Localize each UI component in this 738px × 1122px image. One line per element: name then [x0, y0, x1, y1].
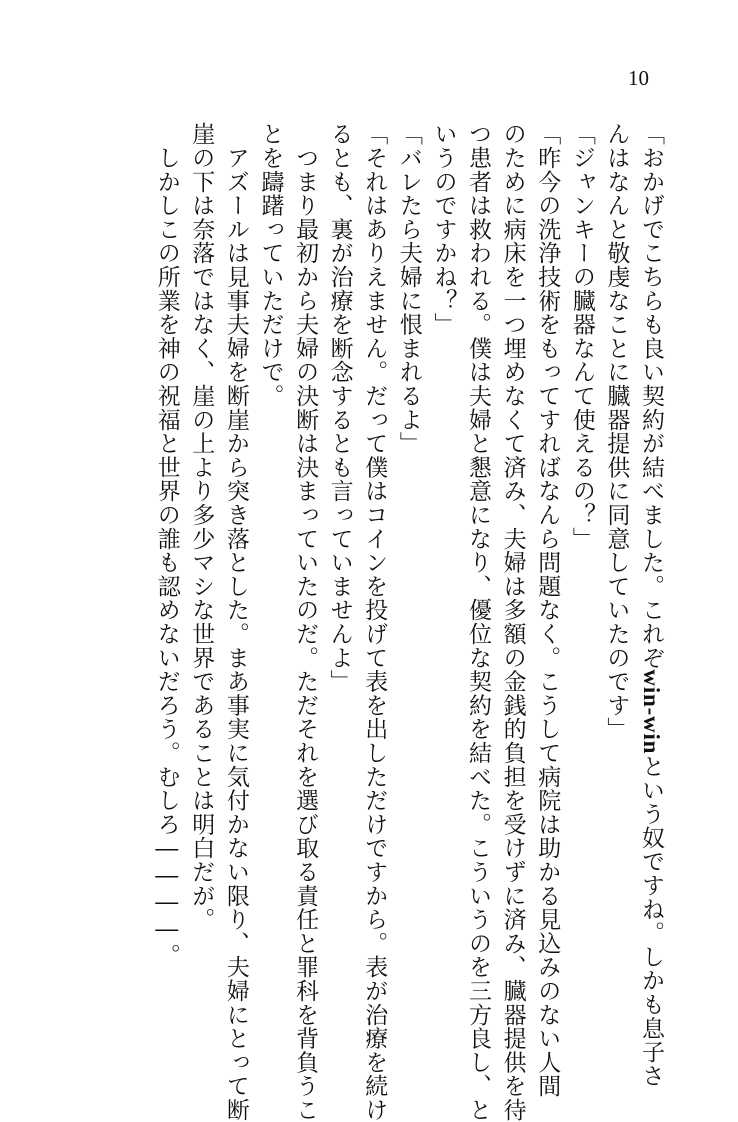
latin-term: win-win — [639, 669, 664, 755]
text-line-9: 「それはありえません。だって僕はコインを投げて表を出しただけですから。表が治療を続け — [361, 122, 388, 1122]
text-line-4: 「昨今の洗浄技術をもってすればなんら問題なく。こうして病院は助かる見込みのない人間 — [534, 122, 561, 1098]
text-line-8: 「バレたら夫婦に恨まれるよ」 — [395, 122, 422, 456]
text-line-2: んはなんと敬虔なことに臓器提供に同意していたのです」 — [603, 122, 630, 741]
text-line-14: 崖の下は奈落ではなく、崖の上より多少マシな世界であることは明白だが。 — [188, 122, 215, 932]
text-line-11: つまり最初から夫婦の決断は決まっていたのだ。ただそれを選び取る責任と罪科を背負うこ — [292, 122, 319, 1122]
text-segment: という奴ですね。しかも息子さ — [638, 754, 664, 1088]
text-line-10: るとも、裏が治療を断念するとも言っていませんよ」 — [326, 122, 353, 694]
text-line-12: とを躊躇っていただけで。 — [257, 122, 284, 408]
text-segment: 「おかげでこちらも良い契約が結べました。これぞ — [638, 122, 664, 670]
body-text — [149, 122, 668, 1122]
text-line-15: しかしこの所業を神の祝福と世界の誰も認めないだろう。むしろ――――。 — [153, 122, 180, 967]
text-line-3: 「ジャンキーの臓器なんて使えるの？」 — [568, 122, 595, 551]
text-line-6: つ患者は救われる。僕は夫婦と懇意になり、優位な契約を結べた。こういうのを三方良し、と — [465, 122, 492, 1122]
text-line-1 — [633, 122, 668, 1088]
text-line-5: のために病床を一つ埋めなくて済み、夫婦は多額の金銭的負担を受けずに済み、臓器提供を待 — [499, 122, 526, 1122]
page-number: 10 — [628, 66, 649, 90]
text-line-7: いうのですかね？」 — [430, 122, 457, 337]
text-line-13: アズールは見事夫婦を断崖から突き落とした。まあ事実に気付かない限り、夫婦にとって断 — [222, 122, 249, 1122]
